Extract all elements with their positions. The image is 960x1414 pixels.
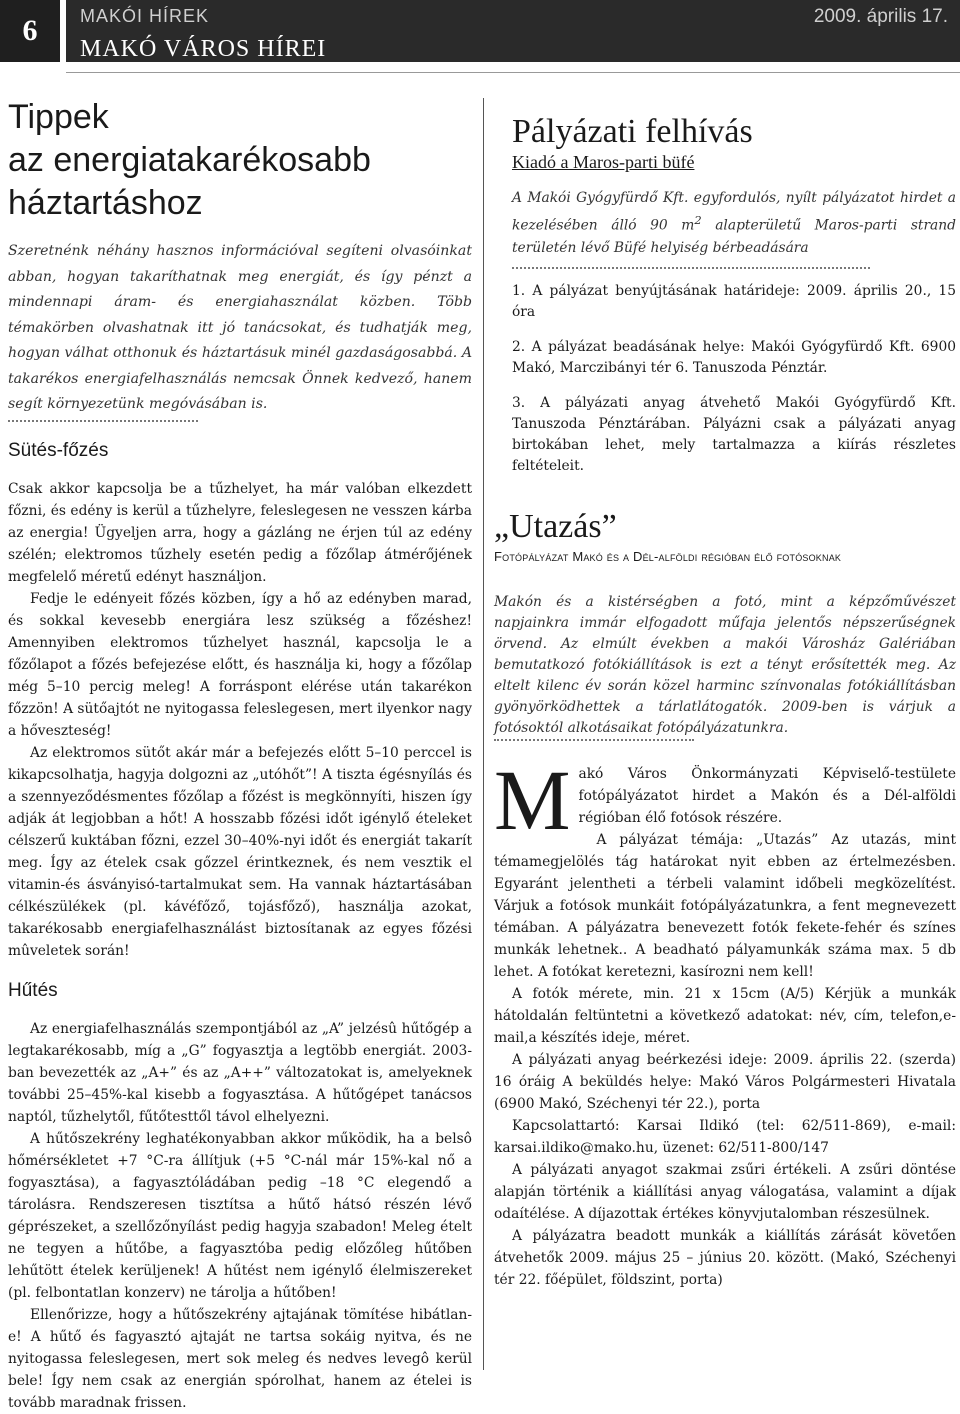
cooling-body bbox=[8, 1018, 472, 1414]
right-column bbox=[494, 96, 956, 1291]
photo-contest-lead: Makón és a kistérségben a fotó, mint a képzőművészet napjainkra immár elfogadott műfaja jelentős népszerűségnek örvend. Az elmúlt években a makói Városház Galériában bemutatkozó fotókiállítások is ezt a tényt erősítették meg. Az eltelt kilenc év során közel harminc színvonalas fotókiállításban gyönyörködhettek a tárlatlátogatók. 2009-ben is várjuk a fotósoktól alkotásaikat fotópályázatunkra. bbox=[494, 593, 956, 736]
header-rule bbox=[66, 72, 960, 73]
article-lead: Szeretnénk néhány hasznos információval segíteni olvasóinkat abban, hogyan takaríthatnak meg energiát, és így pénzt a mindennapi áram- és energiahasználat közben. Több témakörben olvashatnak itt jó tanácsokat, és tudhatják meg, hogyan válhat otthonuk és háztartásuk minél gazdaságosabbá. A takarékos energiafelhasználás nemcsak Önnek kedvező, hanem segít környezetünk megóvásában is. bbox=[8, 243, 472, 412]
paragraph: Ellenőrizze, hogy a hűtőszekrény ajtajának tömítése hibátlan-e! A hűtő és fagyasztó ajtaját ne tartsa sokáig nyitva, és ne nyitogassa feleslegesen, mert sok meleg és nedves levegô kerül bele! Így nem csak az energián spórolhat, hanem az ételei is tovább maradnak frissen. bbox=[8, 1306, 472, 1411]
issue-date: 2009. április 17. bbox=[813, 6, 948, 27]
dotted-divider bbox=[8, 420, 198, 422]
section-label: MAKÓI HÍREK bbox=[80, 6, 210, 26]
title-line-1: Tippek bbox=[8, 98, 109, 136]
page-section-title: MAKÓ VÁROS HÍREI bbox=[80, 36, 327, 62]
superscript: 2 bbox=[694, 213, 702, 227]
paragraph: A hűtőszekrény leghatékonyabban akkor működik, ha a belsô hőmérsékletet +7 °C-ra állítjuk (+5 °C-nál már 15%-kal nő a fogyasztása), a fagyasztóládában pedig –18 °C elegendő a tárolásra. Rendszeresen tisztítsa a hűtő hátsó részén lévő géprészeket, a szellőzőnyílást pedig hagyja szabadon! Meleg ételt ne tegyen a hűtőbe, a fagyasztóba pedig előzőleg hűtőben lehűtött ételek kerüljenek! A hűtést nem igénylő élelmiszereket (pl. felbontatlan konzerv) ne tárolja a hűtőben! bbox=[8, 1130, 472, 1301]
section-heading-cooling: Hűtés bbox=[8, 979, 58, 1001]
paragraph: Az energiafelhasználás szempontjából az „A” jelzésû hűtőgép a legtakarékosabb, míg a „G” fogyasztja a legtöbb energiát. 2003-ban bevezették az „A+” és az „A++” változatokat is, amelyeknek további 25–45%-kal kisebb a fogyasztása. A hűtőgépet tanácsos naptól, tűzhelytől, fűtőtesttől távol elhelyezni. bbox=[8, 1020, 472, 1125]
paragraph: Kapcsolattartó: Karsai Ildikó (tel: 62/511-869), e-mail: karsai.ildiko@mako.hu, üzenet: 62/511-800/147 bbox=[494, 1117, 956, 1156]
left-column bbox=[8, 96, 472, 1414]
title-line-3: háztartáshoz bbox=[8, 184, 203, 222]
page-header bbox=[0, 0, 960, 84]
cooking-body bbox=[8, 478, 472, 962]
paragraph: Fedje le edényeit főzés közben, így a hő az edényben marad, és sokkal kevesebb energiára lesz szükség a főzéshez! Amennyiben elektromos tűzhelyet használ, kapcsolja le a főzőlapot a főzés befejezése előtt, és használja ki, hogy a főzőlap még 5–10 percig meleg! A forráspont elérése után takarékon főzzön! A sütőajtót ne nyitogassa feleslegesen, mert ilyenkor nagy a hőveszteség! bbox=[8, 590, 472, 739]
paragraph: A pályázatra beadott munkák a kiállítás zárását követően átvehetők 2009. május 25 – június 20. között. (Makó, Széchenyi tér 22. főépület, földszint, porta) bbox=[494, 1227, 956, 1288]
paragraph: A fotók mérete, min. 21 x 15cm (A/5) Kérjük a munkák hátoldalán feltüntetni a következő adatokat: név, cím, telefon,e-mail,a készítés ideje, méret. bbox=[494, 985, 956, 1046]
paragraph: A pályázati anyagot szakmai zsűri értékeli. A zsűri döntése alapján történik a kiállítási anyag válogatása, valamint a díjak odaítélése. A díjazottak értékes könyvjutalomban részesülnek. bbox=[494, 1161, 956, 1222]
dotted-divider bbox=[494, 739, 694, 741]
column-divider bbox=[483, 98, 484, 1370]
photo-contest-subtitle: Fotópályázat Makó és a Dél-alföldi régióban élő fotósoknak bbox=[494, 548, 842, 564]
article-title bbox=[8, 96, 472, 225]
section-heading-cooking: Sütés-főzés bbox=[8, 439, 109, 461]
tender-lead bbox=[512, 187, 956, 259]
tender-item: 2. A pályázat beadásának helye: Makói Gyógyfürdő Kft. 6900 Makó, Marczibányi tér 6. Tanuszoda Pénztár. bbox=[512, 338, 956, 376]
drop-cap: M bbox=[494, 751, 571, 848]
paragraph: A pályázati anyag beérkezési ideje: 2009. április 22. (szerda) 16 óráig A beküldés helye: Makó Város Polgármesteri Hivatala (6900 Makó, Széchenyi tér 22.), porta bbox=[494, 1051, 956, 1112]
photo-contest-title: „Utazás” bbox=[494, 507, 617, 545]
paragraph: Az elektromos sütőt akár már a befejezés előtt 5–10 perccel is kikapcsolhatja, hagyja dolgozni az „utóhőt”! A tiszta égésnyílás és a szennyeződésmentes főzőlap a főzést is megkönnyíti, hiszen így adják át legjobban a hőt! A hosszabb főzési időt igénylő ételeket célszerű kuktában főzni, ezzel 30–40%-nyi időt és energiát takarít meg. Így az ételek csak gőzzel érintkeznek, és nem vesztik el vitamin-és ásványisó-tartalmukat sem. Ha vannak háztartásában célkészülékek (pl. kávéfőző, tojásfőző), használja azokat, takarékosabb energiafelhasználást biztosítanak az egyes főzési mûveletek során! bbox=[8, 744, 472, 959]
tender-item: 3. A pályázati anyag átvehető Makói Gyógyfürdő Kft. Tanuszoda Pénztárában. Pályázni csak a pályázati anyag birtokában lehet, mely tartalmazza a kiírás részletes feltételeit. bbox=[512, 394, 956, 474]
tender-lead-part-a: A Makói Gyógyfürdő Kft. egyfordulós, nyílt pályázatot hirdet a kezelésében álló 90 m bbox=[512, 190, 956, 234]
paragraph: Csak akkor kapcsolja be a tűzhelyet, ha már valóban elkezdett főzni, és edény is kerül a tűzhelyre, feleslegesen ne vesszen kárba az energia! Ügyeljen arra, hogy a gázláng ne érjen túl az edény szélén; elektromos tűzhely esetén pedig a főzőlap átmérőjének megfelelő méretű edényt használjon. bbox=[8, 480, 472, 585]
title-line-2: az energiatakarékosabb bbox=[8, 141, 371, 179]
tender-item: 1. A pályázat benyújtásának határideje: 2009. április 20., 15 óra bbox=[512, 282, 956, 320]
drop-cap-paragraph-text: akó Város Önkormányzati Képviselő-testülete fotópályázatot hirdet a Makón és a Dél-alföldi régióban élő fotósok részére. bbox=[578, 765, 956, 826]
dotted-divider bbox=[512, 267, 870, 269]
paragraph bbox=[494, 751, 956, 848]
tender-lead-part-b: alapterületű Maros-parti strand területén lévő Büfé helyiség bérbeadására bbox=[512, 217, 956, 256]
tender-subtitle: Kiadó a Maros-parti büfé bbox=[512, 152, 695, 172]
tender-title: Pályázati felhívás bbox=[512, 113, 753, 150]
page-number: 6 bbox=[0, 0, 60, 62]
paragraph: A pályázat témája: „Utazás” Az utazás, mint témamegjelölés tág határokat nyit ebben az értelmezésben. Egyaránt jelentheti a térbeli valamint időbeli megközelítést. Várjuk a fotósok munkáit fotópályázatunkra, a fent megnevezett témában. A pályázatra benevezett fotók fekete-fehér és színes munkák lehetnek.. A beadható pályamunkák száma max. 5 db lehet. A fotókat keretezni, kasírozni nem kell! bbox=[494, 831, 956, 980]
photo-contest-body bbox=[494, 751, 956, 1291]
